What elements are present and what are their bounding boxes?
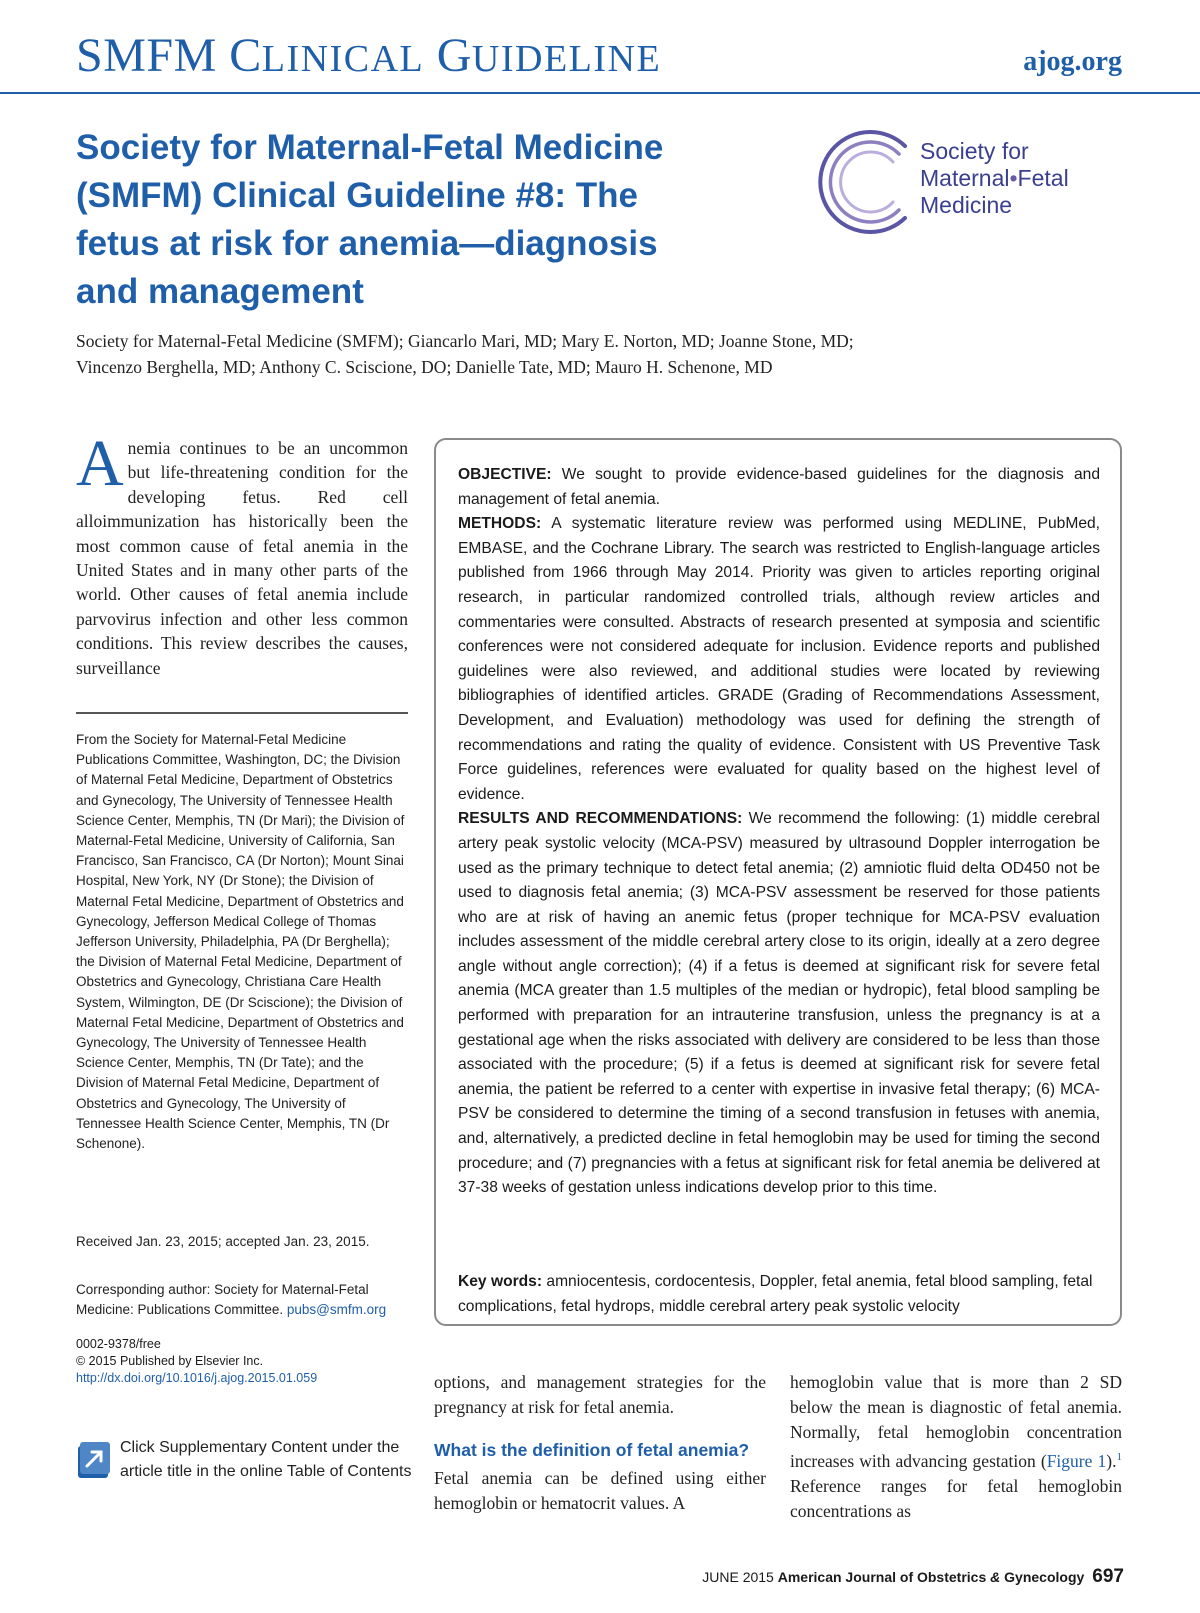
affiliations: From the Society for Maternal-Fetal Medicine Publications Committee, Washington, DC; the Division of Maternal Fetal Medicine, Department of Obstetrics and Gynecology, The University of Tennessee Health Science Center, Memphis, TN (Dr Mari); the Division of Maternal-Fetal Medicine, University of California, San Francisco, San Francisco, CA (Dr Norton); Mount Sinai Hospital, New York, NY (Dr Stone); the Division of Maternal Fetal Medicine, Department of Obstetrics and Gynecology, Jefferson Medical College of Thomas Jefferson University, Philadelphia, PA (Dr Berghella); the Division of Maternal Fetal Medicine, Department of Obstetrics and Gynecology, Christiana Care Health System, Wilmington, DE (Dr Sciscione); the Division of Maternal Fetal Medicine, Department of Obstetrics and Gynecology, The University of Tennessee Health Science Center, Memphis, TN (Dr Tate); and the Division of Maternal Fetal Medicine, Department of Obstetrics and Gynecology, The University of Tennessee Health Science Center, Memphis, TN (Dr Schenone). [76, 732, 405, 1152]
journal-header [76, 28, 661, 83]
intro-text: nemia continues to be an uncommon but life-threatening condition for the developing fetus. Red cell alloimmunization has historically been the most common cause of fetal anemia in the United States and in many other parts of the world. Other causes of fetal anemia include parvovirus infection and other less common conditions. This review describes the causes, surveillance [76, 438, 408, 678]
keywords: Key words: amniocentesis, cordocentesis, Doppler, fetal anemia, fetal blood sampling, fetal complications, fetal hydrops, middle cerebral artery peak systolic velocity [458, 1273, 1093, 1315]
abstract-text [458, 463, 1100, 1201]
article-title: Society for Maternal-Fetal Medicine (SMFM) Clinical Guideline #8: The fetus at risk for anemia—diagnosis and management [76, 128, 664, 311]
body-text-right: hemoglobin value that is more than 2 SD below the mean is diagnostic of fetal anemia. Normally, fetal hemoglobin concentration increases with advancing gestation (Figure 1).$^1$ Reference ranges for fetal hemoglobin concentrations as [790, 1372, 1122, 1521]
issue-date: JUNE 2015 [702, 1569, 778, 1585]
doi-link[interactable]: http://dx.doi.org/10.1016/j.ajog.2015.01.059 [76, 1371, 318, 1385]
journal-g: G [436, 29, 472, 82]
abstract-results: RESULTS AND RECOMMENDATIONS: We recommend the following: (1) middle cerebral artery peak systolic velocity (MCA-PSV) measured by ultrasound Doppler interrogation be used as the primary technique to detect fetal anemia; (2) amniotic fluid delta OD450 not be used to diagnosis fetal anemia; (3) MCA-PSV assessment be reserved for those patients who are at risk of having an anemic fetus (proper technique for MCA-PSV evaluation includes assessment of the middle cerebral artery close to its origin, ideally at a zero degree angle without angle correction); (4) if a fetus is deemed at significant risk for severe fetal anemia (MCA greater than 1.5 multiples of the median or hydropic), fetal blood sampling be performed with preparation for an intrauterine transfusion, unless the pregnancy is at a gestational age when the risks associated with delivery are considered to be less than those associated with the procedure; (5) if a fetus is deemed at significant risk for severe fetal anemia, the patient be referred to a center with expertise in invasive fetal therapy; (6) MCA-PSV be considered to determine the timing of a second transfusion in fetuses with anemia, and, alternatively, a predicted decline in fetal hemoglobin may be used for timing the second procedure; and (7) pregnancies with a fetus at significant risk for fetal anemia be delivered at 37-38 weeks of gestation unless indications develop prior to this time. [458, 810, 1100, 1197]
author-list: Society for Maternal-Fetal Medicine (SMFM); Giancarlo Mari, MD; Mary E. Norton, MD; Joanne Stone, MD; Vincenzo Berghella, MD; Anthony C. Sciscione, DO; Danielle Tate, MD; Mauro H. Schenone, MD [76, 331, 854, 377]
received-dates: Received Jan. 23, 2015; accepted Jan. 23, 2015. [76, 1234, 370, 1249]
abstract-methods: METHODS: A systematic literature review was performed using MEDLINE, PubMed, EMBASE, and the Cochrane Library. The search was restricted to English-language articles published from 1966 through May 2014. Priority was given to articles reporting original research, in particular randomized controlled trials, although review articles and commentaries were consulted. Abstracts of research presented at symposia and scientific conferences were not considered adequate for inclusion. Evidence reports and published guidelines were also reviewed, and additional studies were located by reviewing bibliographies of identified articles. GRADE (Grading of Recommendations Assessment, Development, and Evaluation) methodology was used for defining the strength of recommendations and rating the quality of evidence. Consistent with US Preventive Task Force guidelines, references were evaluated for quality based on the highest level of evidence. [458, 515, 1100, 803]
journal-clinical: LINICAL [261, 38, 425, 80]
journal-guideline: UIDELINE [471, 38, 662, 80]
corresponding-author: Corresponding author: Society for Maternal-Fetal Medicine: Publications Committee. pubs@smfm.org [76, 1282, 387, 1318]
page-footer [702, 1566, 1124, 1588]
copyright: © 2015 Published by Elsevier Inc. [76, 1354, 264, 1368]
email-link[interactable]: pubs@smfm.org [286, 1302, 387, 1318]
intro-paragraph [76, 427, 408, 680]
reference-link[interactable]: 1 [1116, 1451, 1122, 1463]
logo-line-3: Medicine [920, 192, 1013, 218]
logo-line-1: Society for [920, 138, 1029, 164]
publication-meta [76, 1336, 406, 1387]
figure-link[interactable]: Figure 1 [1046, 1450, 1107, 1471]
logo-line-2: Maternal•Fetal [920, 165, 1069, 191]
section-heading: What is the definition of fetal anemia? [434, 1440, 750, 1460]
column-divider [76, 712, 408, 714]
supplementary-arrow-icon [76, 1440, 112, 1480]
body-text-middle-top: options, and management strategies for the pregnancy at risk for fetal anemia. [434, 1372, 766, 1417]
logo-text [920, 138, 1069, 219]
body-text-middle-bottom: Fetal anemia can be defined using either hemoglobin or hematocrit values. A [434, 1468, 766, 1513]
journal-prefix: SMFM [76, 29, 230, 82]
abstract-objective: OBJECTIVE: We sought to provide evidence-based guidelines for the diagnosis and management of fetal anemia. [458, 466, 1100, 508]
journal-c: C [229, 29, 262, 82]
journal-name: American Journal of Obstetrics & Gynecology [777, 1569, 1085, 1585]
supplementary-note: Click Supplementary Content under the article title in the online Table of Contents [120, 1439, 412, 1480]
site-link[interactable]: ajog.org [1023, 46, 1122, 77]
header-rule [0, 92, 1200, 94]
drop-cap: A [76, 427, 124, 500]
issn: 0002-9378/free [76, 1337, 161, 1351]
page-number: 697 [1092, 1566, 1124, 1587]
